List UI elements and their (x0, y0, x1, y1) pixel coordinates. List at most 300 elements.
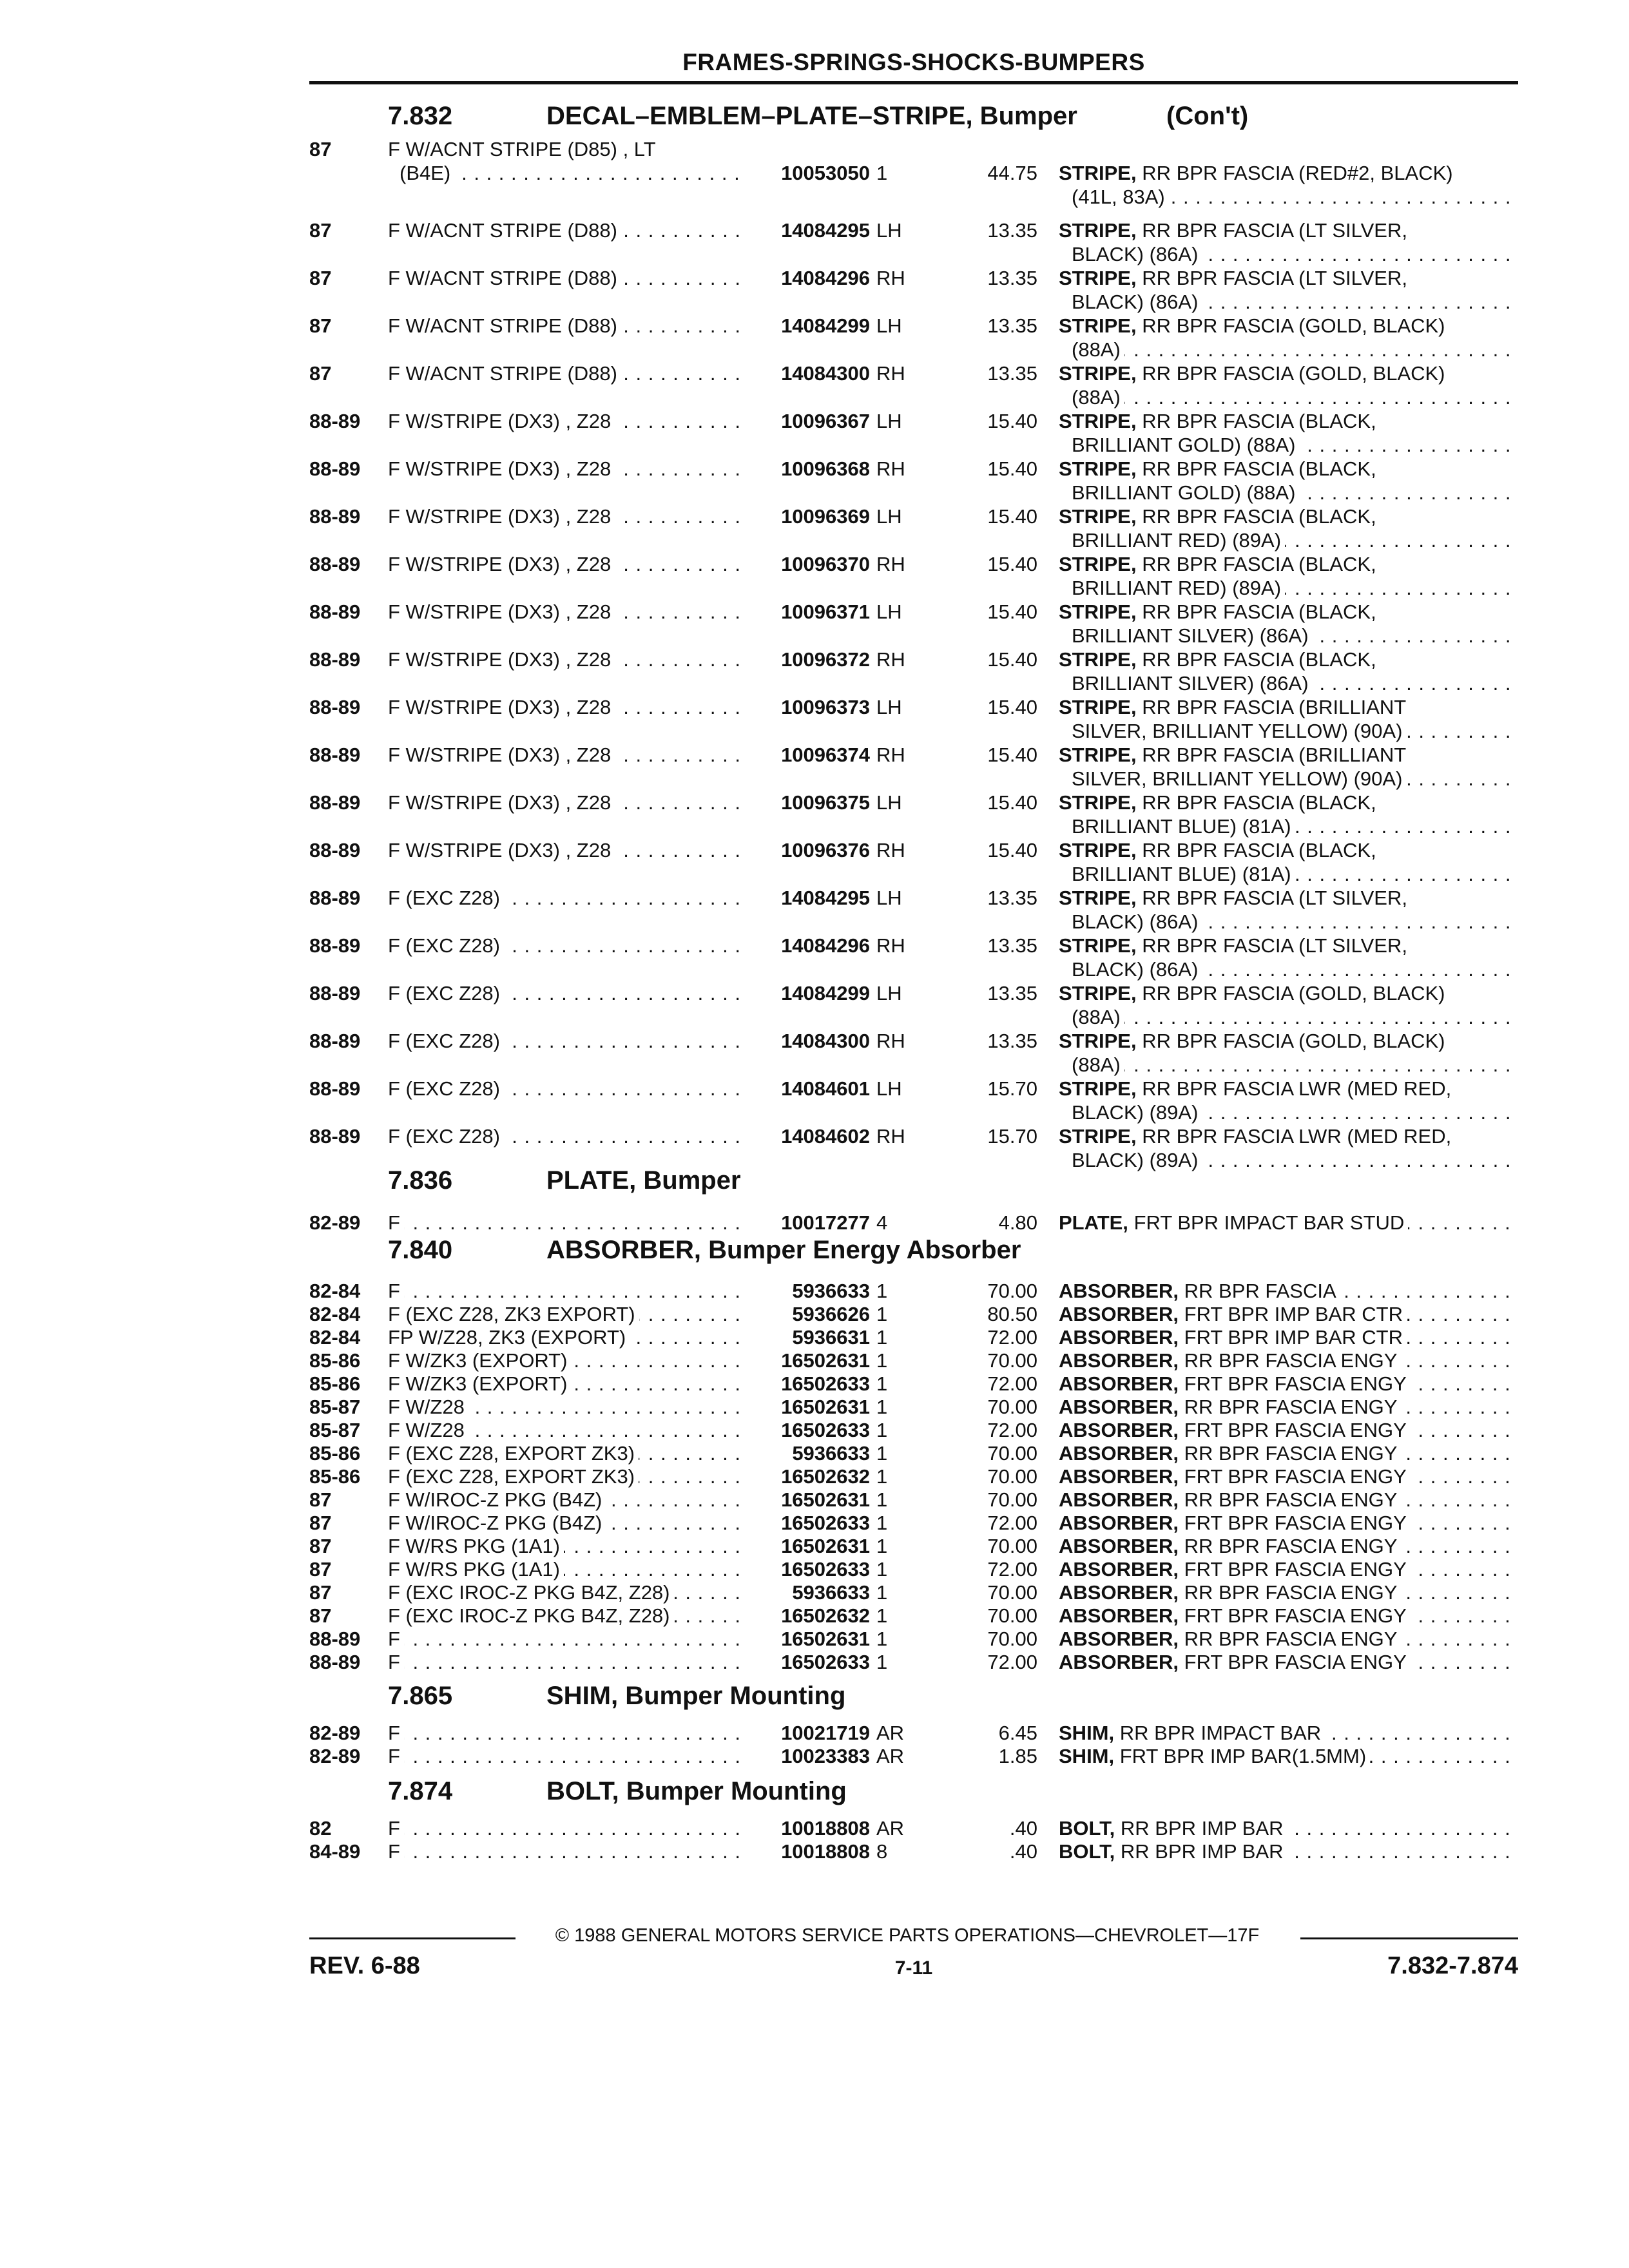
part-name: STRIPE, (1059, 791, 1137, 814)
description-text-2: BRILLIANT GOLD) (88A) (1072, 481, 1299, 504)
description-text (1059, 1030, 1449, 1052)
description (1059, 1125, 1518, 1148)
description-detail: RR BPR FASCIA LWR (MED RED, (1142, 1077, 1452, 1100)
description-detail: RR BPR FASCIA (BLACK, (1142, 553, 1376, 575)
description-text (1059, 934, 1411, 957)
model-year: 87 (309, 1558, 332, 1581)
description (1059, 314, 1518, 338)
quantity: AR (876, 1722, 905, 1744)
model-year: 88-89 (309, 934, 361, 957)
description-detail: RR BPR FASCIA ENGY (1184, 1442, 1398, 1465)
header-rule (309, 81, 1518, 84)
application-text: F W/STRIPE (DX3) , Z28 (388, 791, 615, 814)
price: 70.00 (987, 1488, 1037, 1511)
price: 15.40 (987, 744, 1037, 766)
part-name: STRIPE, (1059, 1030, 1137, 1052)
part-name: ABSORBER, (1059, 1488, 1179, 1511)
part-number: 10018808 (741, 1817, 870, 1840)
table-row (309, 696, 1518, 744)
application-text: F (EXC Z28) (388, 1030, 504, 1052)
description-detail: RR BPR FASCIA (BRILLIANT (1142, 696, 1407, 718)
description-text (1059, 1442, 1401, 1465)
quantity: 8 (876, 1840, 888, 1863)
model-year: 87 (309, 1535, 332, 1557)
part-name: STRIPE, (1059, 457, 1137, 480)
section-heading (309, 1777, 1518, 1809)
table-row (309, 1326, 1518, 1349)
part-number: 14084296 (741, 267, 870, 290)
model-year: 88-89 (309, 1628, 361, 1650)
part-name: ABSORBER, (1059, 1303, 1179, 1325)
application-text: F (388, 1817, 404, 1840)
description (1059, 744, 1518, 767)
description-detail: FRT BPR IMP BAR CTR (1184, 1326, 1403, 1349)
description-detail: RR BPR FASCIA (GOLD, BLACK) (1142, 982, 1445, 1004)
section-title: BOLT, Bumper Mounting (546, 1777, 847, 1805)
quantity: RH (876, 839, 905, 861)
description-continued (1072, 291, 1518, 314)
price: 13.35 (987, 982, 1037, 1004)
description (1059, 696, 1518, 719)
description (1059, 982, 1518, 1005)
description-text-2: BRILLIANT SILVER) (86A) (1072, 672, 1313, 695)
price: 72.00 (987, 1326, 1037, 1349)
quantity: 1 (876, 1303, 888, 1325)
part-number: 16502632 (741, 1604, 870, 1628)
quantity: 1 (876, 1372, 888, 1395)
price: 72.00 (987, 1372, 1037, 1395)
description-text (1059, 839, 1380, 861)
part-name: SHIM, (1059, 1722, 1115, 1744)
model-year: 88-89 (309, 1651, 361, 1673)
description-text (1059, 1558, 1411, 1581)
table-row (309, 1722, 1518, 1745)
model-year: 82-89 (309, 1211, 361, 1234)
description (1059, 934, 1518, 957)
quantity: 4 (876, 1211, 888, 1234)
price: 13.35 (987, 267, 1037, 289)
table-row (309, 1280, 1518, 1303)
description (1059, 1628, 1518, 1651)
description-text (1059, 744, 1410, 766)
description (1059, 1535, 1518, 1558)
section-title: DECAL–EMBLEM–PLATE–STRIPE, Bumper (546, 102, 1077, 130)
price: 70.00 (987, 1465, 1037, 1488)
price: 15.40 (987, 457, 1037, 480)
description-detail: FRT BPR FASCIA ENGY (1184, 1465, 1407, 1488)
group-range: 7.832-7.874 (1387, 1952, 1518, 1979)
quantity: LH (876, 791, 902, 814)
part-name: ABSORBER, (1059, 1396, 1179, 1418)
description-text (1059, 1372, 1411, 1395)
price: 13.35 (987, 934, 1037, 957)
part-number: 16502631 (741, 1628, 870, 1651)
section-heading (309, 1682, 1518, 1714)
quantity: RH (876, 744, 905, 766)
application-text: F (EXC IROC-Z PKG B4Z, Z28) (388, 1581, 674, 1604)
description (1059, 1604, 1518, 1628)
description-text-2: SILVER, BRILLIANT YELLOW) (90A) (1072, 720, 1406, 742)
part-number: 16502631 (741, 1396, 870, 1419)
application-text: F W/STRIPE (DX3) , Z28 (388, 696, 615, 718)
table-row (309, 410, 1518, 457)
description (1059, 1077, 1518, 1100)
description-continued (1072, 1101, 1518, 1124)
table-row (309, 1535, 1518, 1558)
model-year: 88-89 (309, 744, 361, 766)
description-detail: RR BPR FASCIA (LT SILVER, (1142, 267, 1407, 289)
part-number: 10017277 (741, 1211, 870, 1235)
description-detail: FRT BPR FASCIA ENGY (1184, 1419, 1407, 1441)
price: 13.35 (987, 887, 1037, 909)
price: 4.80 (998, 1211, 1037, 1234)
model-year: 87 (309, 219, 332, 242)
description-text (1059, 1303, 1407, 1325)
section-continued: (Con't) (1166, 102, 1249, 130)
part-name: ABSORBER, (1059, 1651, 1179, 1673)
model-year: 88-89 (309, 410, 361, 432)
model-year: 82-84 (309, 1280, 361, 1302)
footer-rule-right (1300, 1937, 1518, 1939)
description-text (1059, 1419, 1411, 1441)
part-number: 16502633 (741, 1651, 870, 1674)
description-continued (1072, 958, 1518, 981)
table-row (309, 219, 1518, 267)
part-name: ABSORBER, (1059, 1535, 1179, 1557)
quantity: 1 (876, 1558, 888, 1581)
part-number: 14084300 (741, 362, 870, 385)
part-name: STRIPE, (1059, 601, 1137, 623)
description-text (1059, 1211, 1408, 1234)
quantity: 1 (876, 1465, 888, 1488)
price: 70.00 (987, 1396, 1037, 1418)
description-text (1059, 553, 1380, 575)
part-number: 5936633 (741, 1581, 870, 1604)
description-detail: RR BPR FASCIA (BLACK, (1142, 601, 1376, 623)
part-number: 16502632 (741, 1465, 870, 1488)
table-row (309, 1211, 1518, 1235)
part-name: STRIPE, (1059, 887, 1137, 909)
description-detail: RR BPR FASCIA (LT SILVER, (1142, 934, 1407, 957)
description (1059, 839, 1518, 862)
description-continued (1072, 243, 1518, 266)
part-number: 10096371 (741, 601, 870, 624)
quantity: 1 (876, 1535, 888, 1557)
table-row (309, 1512, 1518, 1535)
description (1059, 505, 1518, 528)
description-text-2: BLACK) (86A) (1072, 243, 1202, 265)
part-name: STRIPE, (1059, 410, 1137, 432)
model-year: 87 (309, 1488, 332, 1511)
part-number: 10023383 (741, 1745, 870, 1768)
part-number: 16502631 (741, 1535, 870, 1558)
quantity: LH (876, 601, 902, 623)
model-year: 88-89 (309, 457, 361, 480)
application-text: F (EXC Z28) (388, 982, 504, 1004)
part-number: 5936626 (741, 1303, 870, 1326)
description (1059, 1722, 1518, 1745)
part-name: ABSORBER, (1059, 1419, 1179, 1441)
description-detail: RR BPR FASCIA (BRILLIANT (1142, 744, 1407, 766)
model-year: 88-89 (309, 648, 361, 671)
description (1059, 1349, 1518, 1372)
description-text-2: BRILLIANT BLUE) (81A) (1072, 815, 1295, 838)
description (1059, 1030, 1518, 1053)
model-year: 87 (309, 362, 332, 385)
table-row (309, 505, 1518, 553)
description (1059, 162, 1518, 185)
application-text: F W/ACNT STRIPE (D85) , LT (388, 138, 660, 160)
part-name: STRIPE, (1059, 744, 1137, 766)
description-detail: FRT BPR IMP BAR(1.5MM) (1119, 1745, 1367, 1767)
application-text: F W/Z28 (388, 1396, 468, 1418)
description-text-2: BLACK) (86A) (1072, 958, 1202, 981)
part-name: STRIPE, (1059, 1125, 1137, 1148)
description (1059, 887, 1518, 910)
description-detail: RR BPR FASCIA (GOLD, BLACK) (1142, 314, 1445, 337)
part-number: 10096370 (741, 553, 870, 576)
section-heading (309, 1236, 1518, 1268)
quantity: LH (876, 887, 902, 909)
price: 72.00 (987, 1651, 1037, 1673)
part-name: STRIPE, (1059, 219, 1137, 242)
description-text (1059, 162, 1457, 184)
model-year: 87 (309, 314, 332, 337)
application-text: F W/ACNT STRIPE (D88) (388, 267, 621, 289)
price: 70.00 (987, 1604, 1037, 1627)
description-text (1059, 1581, 1401, 1604)
description-detail: RR BPR FASCIA ENGY (1184, 1581, 1398, 1604)
table-row (309, 267, 1518, 314)
part-number: 14084299 (741, 314, 870, 338)
price: 15.40 (987, 505, 1037, 528)
description-detail: RR BPR FASCIA (BLACK, (1142, 457, 1376, 480)
description-detail: RR BPR FASCIA ENGY (1184, 1396, 1398, 1418)
part-number: 10096368 (741, 457, 870, 481)
description-detail: RR BPR FASCIA (LT SILVER, (1142, 219, 1407, 242)
part-number: 16502633 (741, 1372, 870, 1396)
description-text-2: BRILLIANT GOLD) (88A) (1072, 434, 1299, 456)
description-text (1059, 1349, 1401, 1372)
description-text-2: BLACK) (89A) (1072, 1101, 1202, 1124)
model-year: 82-84 (309, 1326, 361, 1349)
quantity: LH (876, 219, 902, 242)
description (1059, 1419, 1518, 1442)
description-detail: RR BPR FASCIA ENGY (1184, 1628, 1398, 1650)
part-name: ABSORBER, (1059, 1326, 1179, 1349)
description-detail: RR BPR IMP BAR (1120, 1817, 1284, 1840)
quantity: 1 (876, 1326, 888, 1349)
description (1059, 1465, 1518, 1488)
description (1059, 1372, 1518, 1396)
model-year: 88-89 (309, 839, 361, 861)
application-text: F (388, 1628, 404, 1650)
section-number: 7.840 (388, 1236, 453, 1264)
description-continued (1072, 1006, 1518, 1029)
price: 13.35 (987, 362, 1037, 385)
model-year: 88-89 (309, 505, 361, 528)
part-number: 16502631 (741, 1488, 870, 1512)
description-detail: RR BPR FASCIA ENGY (1184, 1349, 1398, 1372)
description-detail: FRT BPR FASCIA ENGY (1184, 1372, 1407, 1395)
application-text: F W/ACNT STRIPE (D88) (388, 362, 621, 385)
section-number: 7.836 (388, 1166, 453, 1195)
part-name: STRIPE, (1059, 839, 1137, 861)
description (1059, 410, 1518, 433)
description-text (1059, 505, 1380, 528)
part-number: 5936633 (741, 1442, 870, 1465)
model-year: 88-89 (309, 887, 361, 909)
price: .40 (1009, 1817, 1037, 1840)
model-year: 85-86 (309, 1349, 361, 1372)
quantity: 1 (876, 1488, 888, 1511)
part-number: 10096367 (741, 410, 870, 433)
application-text: F (EXC IROC-Z PKG B4Z, Z28) (388, 1604, 674, 1627)
application-text: F W/STRIPE (DX3) , Z28 (388, 744, 615, 766)
price: 72.00 (987, 1512, 1037, 1534)
application-text: F (388, 1651, 404, 1673)
description-text (1059, 1396, 1401, 1418)
description-text-2: (41L, 83A) (1072, 186, 1169, 208)
table-row (309, 1349, 1518, 1372)
quantity: RH (876, 457, 905, 480)
description-detail: RR BPR FASCIA LWR (MED RED, (1142, 1125, 1452, 1148)
model-year: 88-89 (309, 696, 361, 718)
description-detail: RR BPR FASCIA ENGY (1184, 1535, 1398, 1557)
page-number: 7-11 (894, 1957, 933, 1979)
quantity: 1 (876, 1651, 888, 1673)
description-detail: FRT BPR FASCIA ENGY (1184, 1604, 1407, 1627)
application-text: F (EXC Z28, ZK3 EXPORT) (388, 1303, 639, 1325)
part-number: 16502633 (741, 1558, 870, 1581)
price: 15.70 (987, 1077, 1037, 1100)
description-text-2: BRILLIANT RED) (89A) (1072, 529, 1285, 552)
part-number: 14084295 (741, 887, 870, 910)
table-row (309, 553, 1518, 601)
part-name: ABSORBER, (1059, 1349, 1179, 1372)
description-text (1059, 1817, 1287, 1840)
model-year: 88-89 (309, 553, 361, 575)
description-text-2: BLACK) (86A) (1072, 910, 1202, 933)
description-continued (1072, 338, 1518, 361)
part-number: 14084296 (741, 934, 870, 957)
description-continued (1072, 481, 1518, 505)
price: 13.35 (987, 219, 1037, 242)
table-row (309, 1419, 1518, 1442)
quantity: 1 (876, 1396, 888, 1418)
table-row (309, 648, 1518, 696)
quantity: 1 (876, 1349, 888, 1372)
section-number: 7.865 (388, 1682, 453, 1710)
quantity: RH (876, 362, 905, 385)
application-text: F W/ACNT STRIPE (D88) (388, 314, 621, 337)
application-text: F (EXC Z28, EXPORT ZK3) (388, 1465, 639, 1488)
table-row (309, 1396, 1518, 1419)
part-name: ABSORBER, (1059, 1465, 1179, 1488)
application-text: F W/STRIPE (DX3) , Z28 (388, 553, 615, 575)
application-text: F W/STRIPE (DX3) , Z28 (388, 410, 615, 432)
price: 15.40 (987, 839, 1037, 861)
application-text: F W/STRIPE (DX3) , Z28 (388, 457, 615, 480)
table-row (309, 457, 1518, 505)
description-text (1059, 982, 1449, 1004)
application-text: F (388, 1722, 404, 1744)
part-number: 10053050 (741, 162, 870, 185)
price: 72.00 (987, 1419, 1037, 1441)
part-name: STRIPE, (1059, 1077, 1137, 1100)
price: 70.00 (987, 1280, 1037, 1302)
description (1059, 601, 1518, 624)
quantity: 1 (876, 1442, 888, 1465)
quantity: LH (876, 1077, 902, 1100)
part-number: 16502631 (741, 1349, 870, 1372)
table-row (309, 1442, 1518, 1465)
price: 72.00 (987, 1558, 1037, 1581)
price: 70.00 (987, 1581, 1037, 1604)
part-name: ABSORBER, (1059, 1372, 1179, 1395)
quantity: 1 (876, 1419, 888, 1441)
description-continued (1072, 720, 1518, 743)
description-text (1059, 1722, 1325, 1744)
quantity: RH (876, 648, 905, 671)
quantity: LH (876, 314, 902, 337)
application-text: F W/STRIPE (DX3) , Z28 (388, 839, 615, 861)
description-continued (1072, 910, 1518, 934)
application-text: F W/ACNT STRIPE (D88) (388, 219, 621, 242)
page-header-title: FRAMES-SPRINGS-SHOCKS-BUMPERS (682, 49, 1145, 75)
price: 15.40 (987, 410, 1037, 432)
part-number: 14084295 (741, 219, 870, 242)
description (1059, 1280, 1518, 1303)
application-continued (400, 162, 741, 185)
table-row (309, 1581, 1518, 1604)
quantity: RH (876, 934, 905, 957)
quantity: 1 (876, 1280, 888, 1302)
description (1059, 457, 1518, 481)
description (1059, 1396, 1518, 1419)
part-number: 10096374 (741, 744, 870, 767)
description-continued (1072, 577, 1518, 600)
description (1059, 1745, 1518, 1768)
part-name: ABSORBER, (1059, 1581, 1179, 1604)
description-continued (1072, 624, 1518, 648)
price: 70.00 (987, 1535, 1037, 1557)
description-text (1059, 267, 1411, 289)
part-name: STRIPE, (1059, 314, 1137, 337)
application-text: F W/RS PKG (1A1) (388, 1558, 564, 1581)
description (1059, 1211, 1518, 1235)
description-text (1059, 219, 1411, 242)
quantity: 1 (876, 1628, 888, 1650)
part-number: 10096372 (741, 648, 870, 671)
description-continued (1072, 863, 1518, 886)
description-text (1059, 887, 1411, 909)
description-text (1059, 1651, 1411, 1673)
part-number: 14084602 (741, 1125, 870, 1148)
quantity: 1 (876, 1512, 888, 1534)
description-text (1059, 1326, 1407, 1349)
table-row (309, 362, 1518, 410)
description-text-2: (88A) (1072, 1053, 1124, 1076)
model-year: 88-89 (309, 1125, 361, 1148)
description (1059, 1326, 1518, 1349)
description-text (1059, 1512, 1411, 1534)
description-detail: RR BPR IMPACT BAR (1119, 1722, 1322, 1744)
description-text (1059, 1125, 1455, 1148)
application-text: F W/RS PKG (1A1) (388, 1535, 564, 1557)
application-text: F W/IROC-Z PKG (B4Z) (388, 1512, 606, 1534)
part-name: STRIPE, (1059, 553, 1137, 575)
